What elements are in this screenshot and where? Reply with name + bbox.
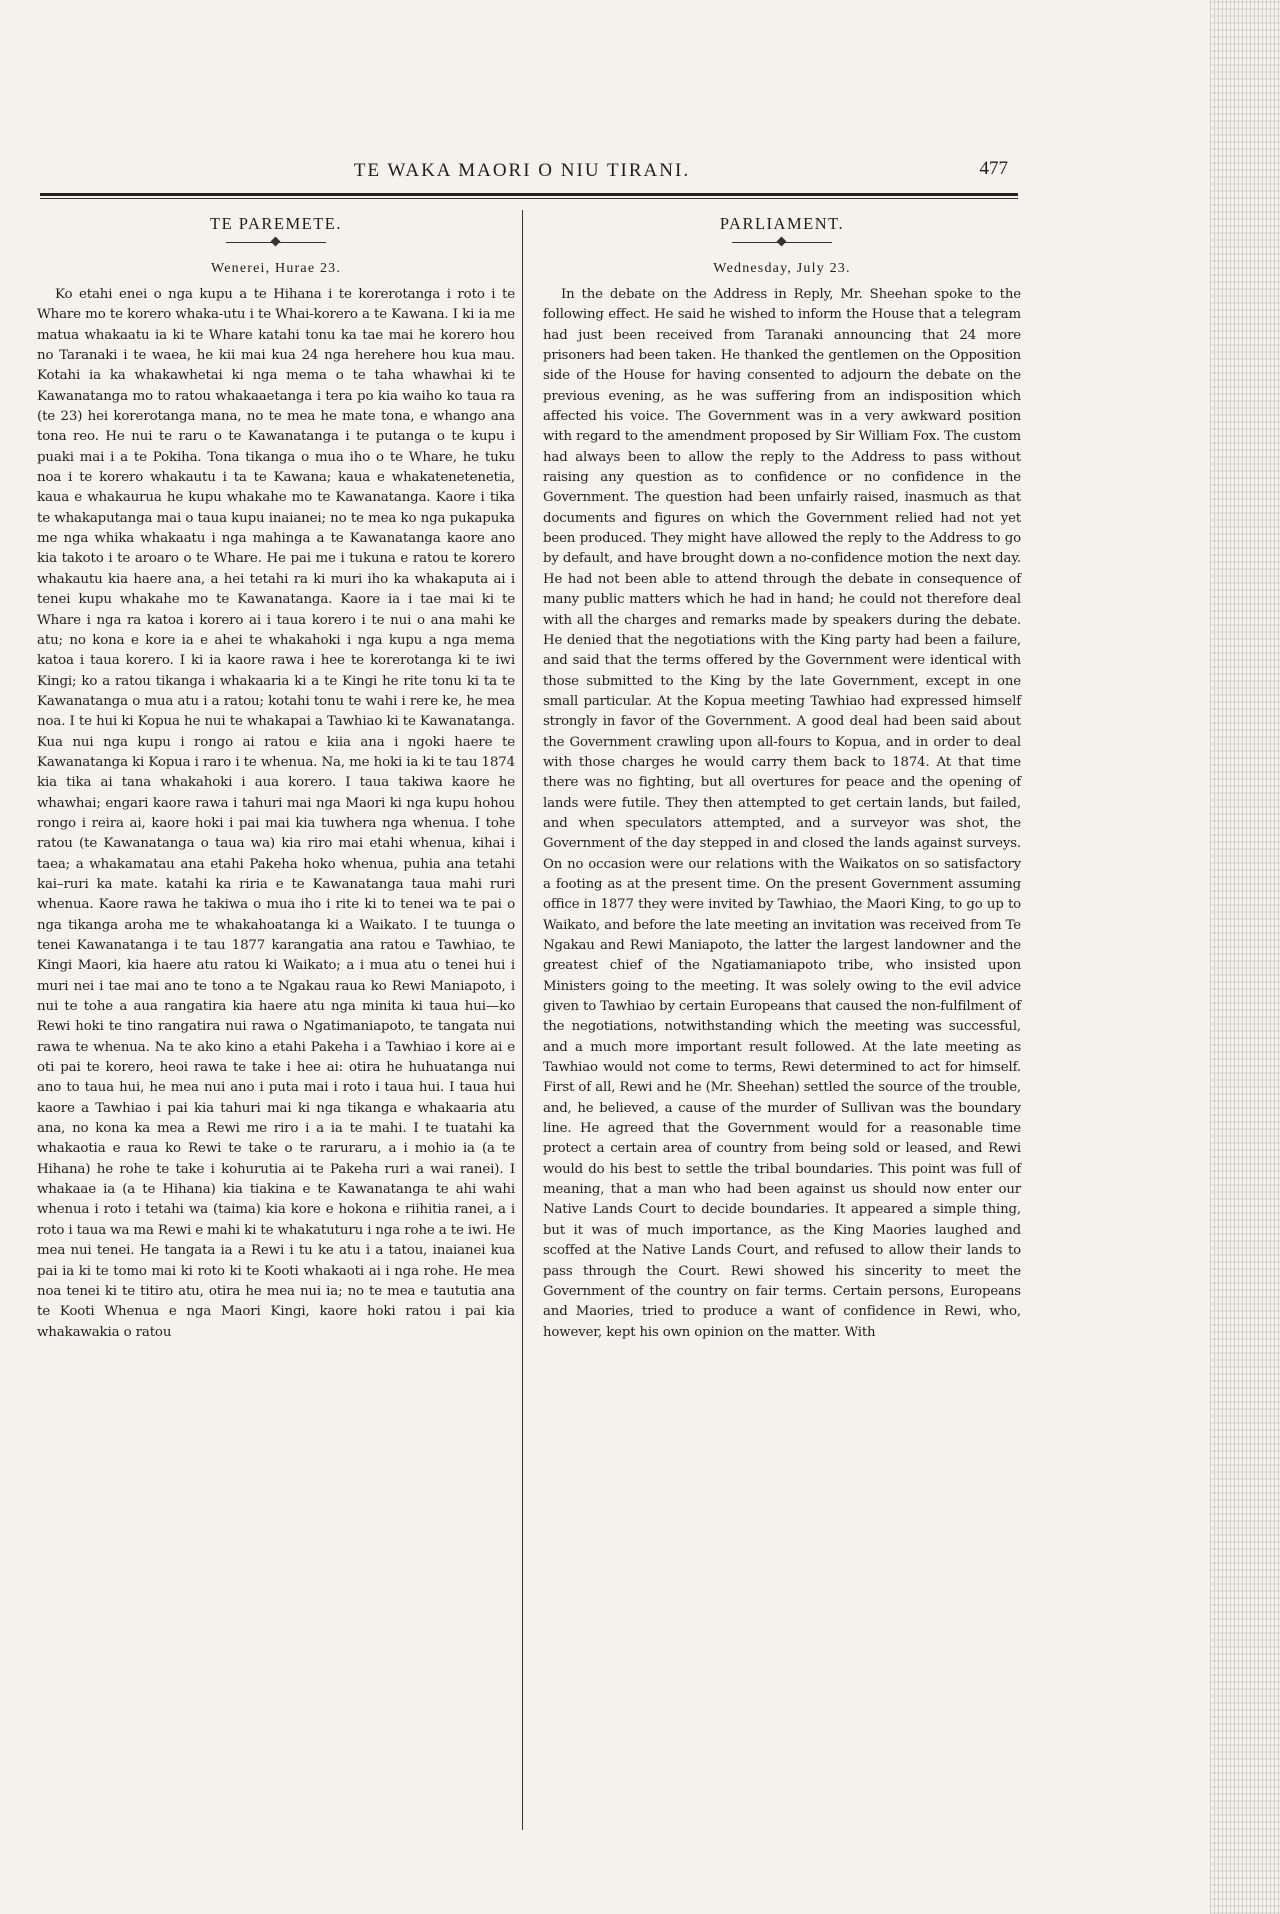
header-rule-thin	[40, 198, 1018, 199]
scan-edge-artifact	[1210, 0, 1280, 1914]
english-body-text: In the debate on the Address in Reply, Mr. Sheehan spoke to the following effect. He said he wished to inform the House that a telegram had just been received from Taranaki announcing that 24 more prisoners had been taken. He thanked the gentlemen on the Opposition side of the House for having consented to adjourn the debate on the previous evening, as he was suffering from an indisposition which affected his voice. The Government was in a very awkward position with regard to the amendment proposed by Sir William Fox. The custom had always been to allow the reply to the Address to pass without raising any question as to confidence or no confidence in the Government. The question had been unfairly raised, inasmuch as that documents and figures on which the Government relied had not yet been produced. They might have allowed the reply to the Address to go by default, and have brought down a no-confidence motion the next day. He had not been able to attend through the debate in consequence of many public matters which he had in hand; he could not therefore deal with all the charges and remarks made by speakers during the debate. He denied that the negotiations with the King party had been a failure, and said that the terms offered by the Government were identical with those submitted to the King by the late Government, except in one small particular. At the Kopua meeting Tawhiao had expressed himself strongly in favor of the Government. A good deal had been said about the Government crawling upon all-fours to Kopua, and in order to deal with those charges he would carry them back to 1874. At that time there was no fighting, but all overtures for peace and the opening of lands were futile. They then attempted to get certain lands, but failed, and when speculators attempted, and a surveyor was shot, the Government of the day stepped in and closed the lands against surveys. On no occasion were our relations with the Waikatos on so satisfactory a footing as at the present time. On the present Government assuming office in 1877 they were invited by Tawhiao, the Maori King, to go up to Waikato, and before the late meeting an invitation was received from Te Ngakau and Rewi Maniapoto, the latter the largest landowner and the greatest chief of the Ngatiamaniapoto tribe, who insisted upon Ministers going to the meeting. It was solely owing to the evil advice given to Tawhiao by certain Europeans that caused the non-fulfilment of the negotiations, notwithstanding which the meeting was successful, and a much more important result followed. At the late meeting as Tawhiao would not come to terms, Rewi determined to act for himself. First of all, Rewi and he (Mr. Sheehan) settled the source of the trouble, and, he believed, a cause of the murder of Sullivan was the boundary line. He agreed that the Government would for a reasonable time protect a certain area of country from being sold or leased, and Rewi would do his best to settle the tribal boundaries. This point was full of meaning, that a man who had been against us should now enter our Native Lands Court to decide boundaries. It appeared a simple thing, but it was of much importance, as the King Maories laughed and scoffed at the Native Lands Court, and refused to allow their lands to pass through the Court. Rewi showed his sincerity to meet the Government of the country on fair terms. Certain persons, Europeans and Maories, tried to produce a want of confidence in Rewi, who, however, kept his own opinion on the matter. With	[543, 287, 1021, 1340]
maori-column-title: TE PAREMETE.	[210, 214, 342, 233]
column-divider	[522, 210, 523, 1830]
english-column-title: PARLIAMENT.	[719, 214, 845, 233]
title-ornament	[732, 237, 832, 247]
maori-date-line: Wenerei, Hurae 23.	[210, 261, 342, 276]
maori-column	[37, 213, 515, 1343]
page-number: 477	[979, 158, 1008, 179]
title-ornament	[226, 237, 326, 247]
english-column	[543, 213, 1021, 1343]
header-rule-thick	[40, 193, 1018, 196]
running-head: TE WAKA MAORI O NIU TIRANI.	[353, 160, 691, 181]
maori-body-text: Ko etahi enei o nga kupu a te Hihana i te korerotanga i roto i te Whare mo te korero whaka-utu i te Whai-korero a te Kawana. I ki ia me matua whakaatu ia ki te Whare katahi tonu ka tae mai he korero hou no Taranaki i te waea, he kii mai kua 24 nga herehere hou kua mau. Kotahi ia ka whakawhetai ki nga mema o te taha whawhai ki te Kawanatanga mo to ratou whakaaetanga i tera po kia waiho ko taua ra (te 23) hei korerotanga mana, no te mea he mate tona, e whango ana tona reo. He nui te raru o te Kawanatanga i te putanga o te kupu i puaki mai i a te Pokiha. Tona tikanga o mua iho o te Whare, he tuku noa i te korero whakautu i ta te Kawana; kaua e whakatenetenetia, kaua e whakaurua he kupu whakahe mo te Kawanatanga. Kaore i tika te whakaputanga mai o taua kupu inaianei; no te mea ko nga pukapuka me nga whika whakaatu i nga mahinga a te Kawanatanga kaore ano kia takoto i te aroaro o te Whare. He pai me i tukuna e ratou te korero whakautu kia haere ana, a hei tetahi ra ki muri iho ka whakaputa ai i tenei kupu whakahe mo te Kawanatanga. Kaore ia i tae mai ki te Whare i nga ra katoa i korero ai i taua korero i te nui o ana mahi ke atu; no kona e kore ia e ahei te whakahoki i nga kupu a nga mema katoa i taua korero. I ki ia kaore rawa i hee te korerotanga ki te iwi Kingi; ko a ratou tikanga i whakaaria ki a te Kingi he rite tonu ki ta te Kawanatanga o mua atu i a ratou; kotahi tonu te wahi i rere ke, he mea noa. I te hui ki Kopua he nui te whakapai a Tawhiao ki te Kawanatanga. Kua nui nga kupu i rongo ai ratou e kiia ana i ngoki haere te Kawanatanga ki Kopua i raro i te whenua. Na, me hoki ia ki te tau 1874 kia tika ai tana whakahoki i aua korero. I taua takiwa kaore he whawhai; engari kaore rawa i tahuri mai nga Maori ki nga kupu hohou rongo i reira ai, kaore hoki i pai mai kia tuwhera nga whenua. I tohe ratou (te Kawanatanga o taua wa) kia riro mai etahi whenua, kihai i taea; a whakamatau ana etahi Pakeha hoko whenua, puhia ana tetahi kai–ruri ka mate. katahi ka riria e te Kawanatanga taua mahi ruri whenua. Kaore rawa he takiwa o mua iho i rite ki to tenei wa te pai o nga tikanga aroha me te whakahoatanga ki a Waikato. I te tuunga o tenei Kawanatanga i te tau 1877 karangatia ana ratou e Tawhiao, te Kingi Maori, kia haere atu ratou ki Waikato; a i mua atu o tenei hui i muri nei i tae mai ano te tono a te Ngakau raua ko Rewi Maniapoto, i nui te tohe a aua rangatira kia haere atu nga minita ki taua hui—ko Rewi hoki te tino rangatira nui rawa o Ngatimaniapoto, te tangata nui rawa te whenua. Na te ako kino a etahi Pakeha i a Tawhiao i kore ai e oti pai te korero, heoi rawa te take i hee ai: otira he huhuatanga nui ano to taua hui, he mea nui ano i puta mai i roto i taua hui. I taua hui kaore a Tawhiao i pai kia tahuri mai ki nga tikanga e whakaaria atu ana, no kona ka mea a Rewi me riro i a ia te mahi. I te tuatahi ka whakaotia e raua ko Rewi te take o te raruraru, a i mohio ia (a te Hihana) he rohe te take i kohurutia ai te Pakeha ruri a wai ranei). I whakaae ia (a te Hihana) kia tiakina e te Kawanatanga te ahi wahi whenua i roto i tetahi wa (taima) kia kore e hokona e riihitia ranei, a i roto i taua wa ma Rewi e mahi ki te whakatuturu i nga rohe a te iwi. He mea nui tenei. He tangata ia a Rewi i tu ke atu i a tatou, inaianei kua pai ia ki te tomo mai ki roto ki te Kooti whakaoti ai i nga rohe. He mea noa tenei ki te titiro atu, otira he mea nui ia; no te mea e taututia ana te Kooti Whenua e nga Maori Kingi, kaore hoki ratou i pai kia whakawakia o ratou	[37, 287, 515, 1340]
english-date-line: Wednesday, July 23.	[713, 261, 851, 276]
